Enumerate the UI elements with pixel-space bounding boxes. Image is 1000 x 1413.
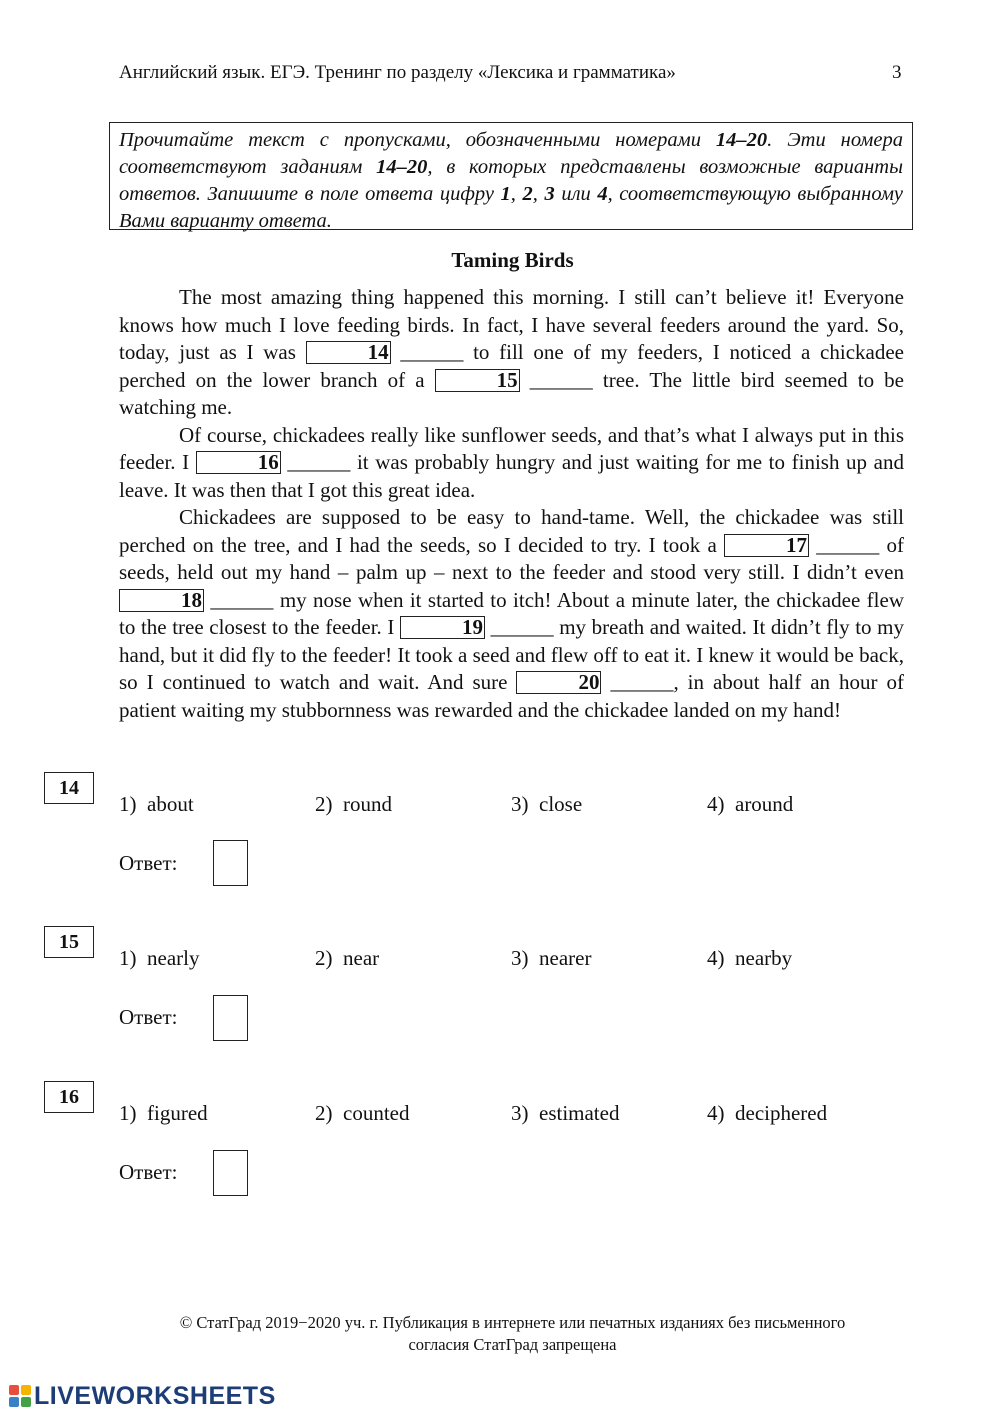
liveworksheets-logo-icon <box>8 1384 32 1408</box>
instructions-sep: , <box>532 183 545 205</box>
gap-17: 17 <box>724 534 809 557</box>
task-15-option-4: 4) nearby <box>707 946 793 970</box>
gap-19: 19 <box>400 616 485 639</box>
instructions-text: . Эти номера соответствуют заданиям <box>119 129 903 178</box>
task-14-option-2: 2) round <box>315 792 392 816</box>
task-14-option-1: 1) about <box>119 792 194 816</box>
gap-18: 18 <box>119 589 204 612</box>
task-14-answer-box[interactable] <box>213 840 248 886</box>
copyright-footer <box>0 1312 1000 1356</box>
instructions-box <box>109 122 913 230</box>
story-passage <box>119 284 904 724</box>
page-number: 3 <box>892 62 902 83</box>
paragraph-1 <box>119 284 904 422</box>
instructions-digit: 1 <box>500 183 511 205</box>
gap-16: 16 <box>196 451 281 474</box>
task-16-option-1: 1) figured <box>119 1101 208 1125</box>
passage-text: ______ to fill one of my feeders, I noticed a chickadee perched on the lower branch of a <box>119 340 904 392</box>
gap-20: 20 <box>516 671 601 694</box>
passage-text: The most amazing thing happened this morning. I still can’t believe it! Everyone knows how much I love feeding birds. In fact, I have several feeders around the yard. So, today, just as I was <box>119 285 904 364</box>
task-15-option-1: 1) nearly <box>119 946 200 970</box>
task-15-answer-box[interactable] <box>213 995 248 1041</box>
passage-text: Of course, chickadees really like sunflower seeds, and that’s what I always put in this feeder. I <box>119 422 904 474</box>
gap-14: 14 <box>306 341 391 364</box>
task-16-answer-label: Ответ: <box>119 1160 178 1184</box>
instructions-sep: , <box>510 183 523 205</box>
paragraph-2 <box>119 422 904 505</box>
passage-text: ______ my breath and waited. It didn’t fly to my hand, but it did fly to the feeder! It took a seed and flew off to eat it. I knew it would be back, so I continued to watch and wait. And sure <box>119 615 904 694</box>
task-16-option-4: 4) deciphered <box>707 1101 828 1125</box>
task-number-14: 14 <box>44 772 94 804</box>
instructions-range: 14–20 <box>376 156 428 178</box>
instructions-text: Прочитайте текст с пропусками, обозначенными номерами <box>119 129 716 151</box>
instructions-digit: 3 <box>544 183 555 205</box>
instructions-text: , соответствующую выбранному Вами варианту ответа. <box>119 183 904 232</box>
task-number-16: 16 <box>44 1081 94 1113</box>
task-16-answer-box[interactable] <box>213 1150 248 1196</box>
task-15-answer-label: Ответ: <box>119 1005 178 1029</box>
task-14-option-3: 3) close <box>511 792 583 816</box>
instructions-sep: или <box>554 183 598 205</box>
task-16-option-3: 3) estimated <box>511 1101 620 1125</box>
task-15-option-3: 3) nearer <box>511 946 592 970</box>
task-14-option-4: 4) around <box>707 792 794 816</box>
passage-text: Chickadees are supposed to be easy to hand-tame. Well, the chickadee was still perched on the tree, and I had the seeds, so I decided to try. I took a <box>119 505 904 557</box>
passage-text: ______ my nose when it started to itch! About a minute later, the chickadee flew to the tree closest to the feeder. I <box>119 587 904 639</box>
instructions-text: , в которых представлены возможные варианты ответов. Запишите в поле ответа цифру <box>119 156 903 205</box>
gap-15: 15 <box>435 369 520 392</box>
instructions-range: 14–20 <box>715 129 768 151</box>
liveworksheets-logo-text: LIVEWORKSHEETS <box>34 1381 276 1410</box>
instructions-digit: 2 <box>522 183 533 205</box>
footer-line-1: © СтатГрад 2019−2020 уч. г. Публикация в интернете или печатных изданиях без письменного <box>179 1313 846 1332</box>
page-header-title: Английский язык. ЕГЭ. Тренинг по разделу «Лексика и грамматика» <box>119 62 676 83</box>
footer-line-2: согласия СтатГрад запрещена <box>408 1335 617 1354</box>
instructions-digit: 4 <box>597 183 608 205</box>
task-16-option-2: 2) counted <box>315 1101 410 1125</box>
task-number-15: 15 <box>44 926 94 958</box>
passage-text: ______, in about half an hour of patient waiting my stubbornness was rewarded and the chickadee landed on my hand! <box>119 670 904 722</box>
passage-text: ______ of seeds, held out my hand – palm up – next to the feeder and stood very still. I didn’t even <box>119 532 904 584</box>
passage-text: ______ it was probably hungry and just waiting for me to finish up and leave. It was then that I got this great idea. <box>119 450 904 502</box>
liveworksheets-logo[interactable] <box>8 1383 276 1409</box>
paragraph-3 <box>119 504 904 724</box>
passage-text: ______ tree. The little bird seemed to be watching me. <box>119 367 905 419</box>
task-15-option-2: 2) near <box>315 946 380 970</box>
task-14-answer-label: Ответ: <box>119 851 178 875</box>
story-title: Taming Birds <box>451 248 574 272</box>
